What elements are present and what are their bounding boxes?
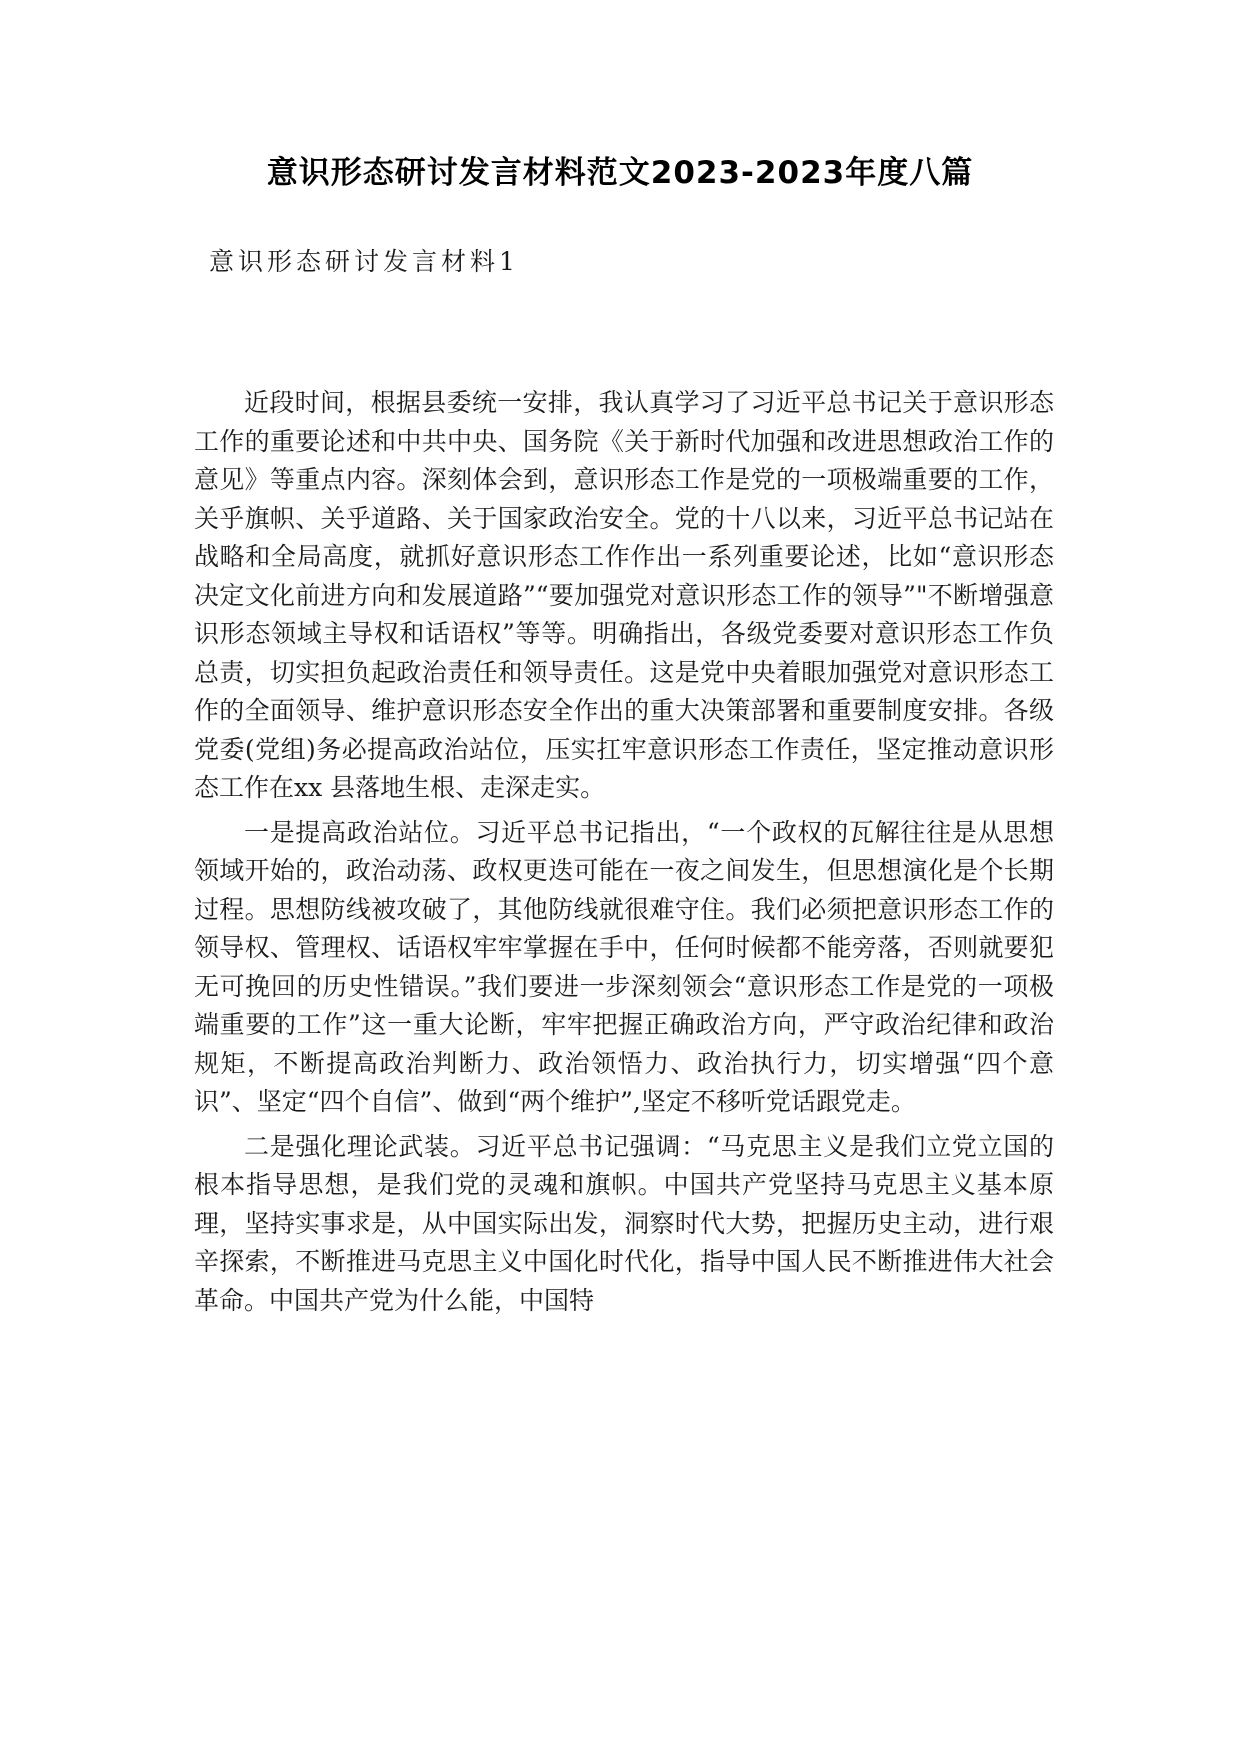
- paragraph-3: 二是强化理论武装。习近平总书记强调：“马克思主义是我们立党立国的根本指导思想，是我们党的灵魂和旗帜。中国共产党坚持马克思主义基本原理，坚持实事求是，从中国实际出发，洞察时代大势，把握历史主动，进行艰辛探索，不断推进马克思主义中国化时代化，指导中国人民不断推进伟大社会革命。中国共产党为什么能，中国特: [194, 1131, 1054, 1315]
- document-body: [194, 384, 1054, 1326]
- paragraph-2: 一是提高政治站位。习近平总书记指出，“一个政权的瓦解往往是从思想领域开始的，政治动荡、政权更迭可能在一夜之间发生，但思想演化是个长期过程。思想防线被攻破了，其他防线就很难守住。我们必须把意识形态工作的领导权、管理权、话语权牢牢掌握在手中，任何时候都不能旁落，否则就要犯无可挽回的历史性错误。”我们要进一步深刻领会“意识形态工作是党的一项极端重要的工作”这一重大论断，牢牢把握正确政治方向，严守政治纪律和政治规矩，不断提高政治判断力、政治领悟力、政治执行力，切实增强“四个意识”、坚定“四个自信”、做到“两个维护”,坚定不移听党话跟党走。: [194, 817, 1054, 1116]
- paragraph-1: 近段时间，根据县委统一安排，我认真学习了习近平总书记关于意识形态工作的重要论述和中共中央、国务院《关于新时代加强和改进思想政治工作的意见》等重点内容。深刻体会到，意识形态工作是党的一项极端重要的工作，关乎旗帜、关乎道路、关于国家政治安全。党的十八以来，习近平总书记站在战略和全局高度，就抓好意识形态工作作出一系列重要论述，比如“意识形态决定文化前进方向和发展道路”“要加强党对意识形态工作的领导”"不断增强意识形态领域主导权和话语权”等等。明确指出，各级党委要对意识形态工作负总责，切实担负起政治责任和领导责任。这是党中央着眼加强党对意识形态工作的全面领导、维护意识形态安全作出的重大决策部署和重要制度安排。各级党委(党组)务必提高政治站位，压实扛牢意识形态工作责任，坚定推动意识形态工作在xx 县落地生根、走深走实。: [194, 388, 1054, 802]
- document-title: 意识形态研讨发言材料范文2023-2023年度八篇: [266, 155, 974, 191]
- document-subtitle: 意识形态研讨发言材料1: [209, 247, 519, 276]
